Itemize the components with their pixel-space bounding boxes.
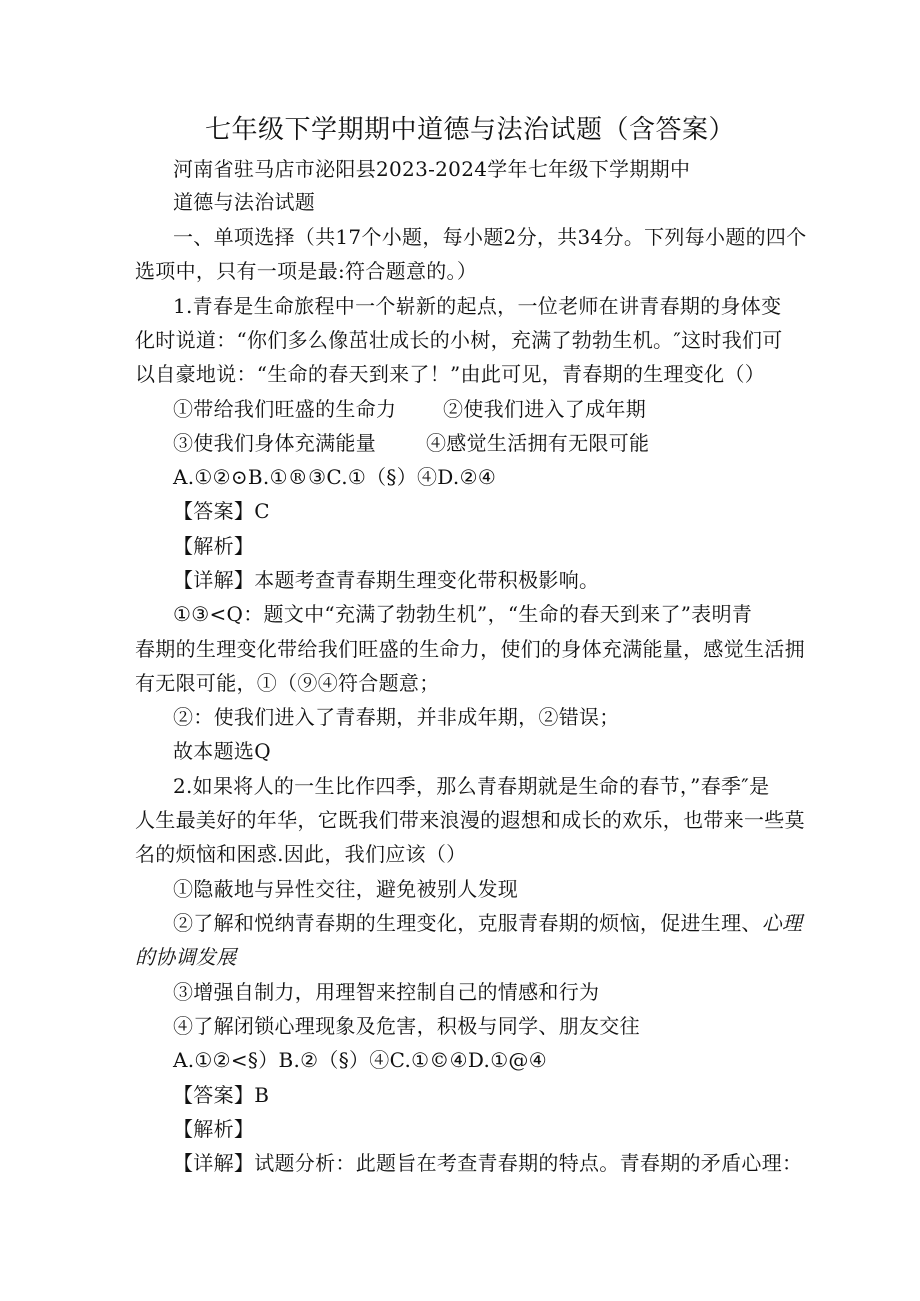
q2-stem-line3: 名的烦恼和困惑.因此，我们应该（） bbox=[135, 842, 467, 866]
q2-analysis-label: 【解析】 bbox=[173, 1117, 255, 1141]
q1-stem-line1: 1.青春是生命旅程中一个崭新的起点，一位老师在讲青春期的身体变 bbox=[173, 294, 782, 318]
q1-explanation-line4: ②：使我们进入了青春期，并非成年期，②错误； bbox=[173, 705, 620, 729]
q1-option-4: ④感觉生活拥有无限可能 bbox=[426, 431, 650, 455]
q1-stem-line3: 以自豪地说：“生命的春天到来了！”由此可见，青春期的生理变化（） bbox=[135, 362, 766, 386]
q1-option-2: ②使我们进入了成年期 bbox=[443, 397, 646, 421]
q2-detail: 【详解】试题分析：此题旨在考查青春期的特点。青春期的矛盾心理： bbox=[173, 1151, 803, 1175]
q1-explanation-line1: ①③<Q：题文中“充满了勃勃生机”，“生命的春天到来了”表明青 bbox=[173, 602, 753, 626]
q1-analysis-label: 【解析】 bbox=[173, 534, 255, 558]
q2-choices: A.①②<§）B.②（§）④C.①©④D.①@④ bbox=[173, 1048, 547, 1072]
q2-option-3: ③增强自制力，用理智来控制自己的情感和行为 bbox=[173, 980, 600, 1004]
q1-option-1: ①带给我们旺盛的生命力 bbox=[173, 397, 397, 421]
q2-option-1: ①隐蔽地与异性交往，避免被别人发现 bbox=[173, 877, 519, 901]
q2-option-4: ④了解闭锁心理现象及危害，积极与同学、朋友交往 bbox=[173, 1014, 640, 1038]
q1-answer: 【答案】C bbox=[173, 499, 270, 523]
q1-stem-line2: 化时说道：“你们多么像茁壮成长的小树，充满了勃勃生机。″这时我们可 bbox=[135, 328, 783, 352]
q1-detail: 【详解】本题考查青春期生理变化带积极影响。 bbox=[173, 568, 600, 592]
q1-option-3: ③使我们身体充满能量 bbox=[173, 431, 376, 455]
q2-option-2-italic: 心理 bbox=[761, 911, 803, 935]
q1-choices: A.①②⊙B.①®③C.①（§）④D.②④ bbox=[173, 465, 497, 489]
q2-option-2 bbox=[173, 907, 802, 939]
section-heading: 一、单项选择（共17个小题，每小题2分，共34分。下列每小题的四个 bbox=[173, 225, 807, 249]
q1-explanation-line2: 春期的生理变化带给我们旺盛的生命力，使们的身体充满能量，感觉生活拥 bbox=[135, 637, 805, 661]
section-heading-cont: 选项中，只有一项是最:符合题意的。） bbox=[135, 259, 478, 283]
q2-option-2-cont: 的协调发展 bbox=[135, 945, 237, 969]
document-title: 七年级下学期期中道德与法治试题（含答案） bbox=[204, 115, 735, 145]
q1-conclusion: 故本题选Q bbox=[173, 739, 271, 763]
q2-stem-line1: 2.如果将人的一生比作四季，那么青春期就是生命的春节，”春季″是 bbox=[173, 774, 770, 798]
q2-stem-line2: 人生最美好的年华，它既我们带来浪漫的遐想和成长的欢乐，也带来一些莫 bbox=[135, 808, 805, 832]
subject-line: 道德与法治试题 bbox=[173, 190, 316, 214]
q2-answer: 【答案】B bbox=[173, 1083, 270, 1107]
source-line: 河南省驻马店市泌阳县2023-2024学年七年级下学期期中 bbox=[173, 157, 691, 181]
q2-option-2-text: ②了解和悦纳青春期的生理变化，克服青春期的烦恼，促进生理、 bbox=[173, 911, 762, 935]
q1-explanation-line3: 有无限可能，①（⑨④符合题意； bbox=[135, 671, 440, 695]
